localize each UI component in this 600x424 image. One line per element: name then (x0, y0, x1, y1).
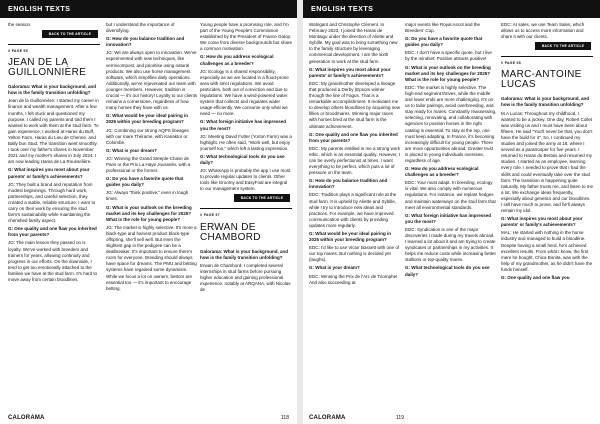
magazine-brand: CALORAMA (309, 415, 346, 421)
page-number: 118 (281, 415, 289, 421)
page-footer (303, 411, 600, 421)
section-header-label: ENGLISH TEXTS (8, 4, 71, 13)
section-header-label: ENGLISH TEXTS (311, 4, 374, 13)
question: G: What would be your ideal pairing in 2025 within your breeding program? (106, 113, 189, 125)
question: Galorama: What is your background, and how is the family transition unfolding? (8, 84, 97, 96)
answer: JG: Winning the Grand Steeple-Chase de Paris or the Prix La Haye Jousselin, with a professional or the former. (106, 155, 191, 174)
question: G: What inspires you most about your parents' or family's achievements? (8, 167, 90, 179)
section-header (303, 0, 600, 18)
question: G: What would be your ideal pairing in 2025 within your breeding program? (309, 231, 392, 243)
interviewee-name: JEAN DE LA GUILLONNIÈRE (8, 57, 87, 79)
question: G: What inspires you most about your parents' or family's achievements? (309, 66, 391, 78)
answer: MAL: He started with nothing in the horse industry and managed to build a bloodline. Despite having a small herd, he's achieved excellent results. From what I know, the first mare he bought, Chica Bonita, was with the help of my grandmother, as he didn't have the funds himself. (501, 230, 593, 272)
interviewee-name: ERWAN DE CHAMBORD (200, 221, 261, 243)
question: G: What is your dream? (309, 265, 360, 271)
answer: EDC: Tradition plays a significant role at the stud farm. It is upheld by Aliette and Sybille, while I try to introduce new ideas and practices. For example, we have improved communication with clients by providing updates more regularly. (309, 192, 397, 228)
question: G: What foreign initiative has impressed you the most? (405, 212, 492, 224)
back-to-article-button[interactable]: BACK TO THE ARTICLE (42, 30, 98, 38)
answer: Watrigant and Christophe Clément. In February 2023, I joined the Haras de Montaigu under the direction of Aliette and Sybille. My goal was to bring something new to the family structure by leveraging commercial development. I am the sixth generation to work at the stud farm. (309, 22, 398, 64)
answer: but I understand the importance of diversifying. (106, 22, 175, 34)
answer: Jean de la Guillonnière: I started my career in finance and wealth management. After a few months, I felt stuck and questioned my purpose. I called my parents and told them I wanted to work with them at the stud farm. To gain experience, I worked at Haras du Buff, Yelton Farm, Haras du Lieu de Chenne, and Bally bun Stud. The transition went smoothly. I took over my father's shares in November 2021 and my mother's shares in July 2024. I am now leading Haras de La Rousselière. (8, 98, 99, 165)
text-column-1 (8, 22, 100, 285)
answer: JG: WhatsApp is probably the app I use most to provide regular updates to clients. Other tools like Groomy and EasyFoal are integral to our management system. (200, 168, 291, 192)
question: G: Do you have a favorite quote that guides you daily? (405, 36, 483, 48)
section-header (0, 0, 297, 18)
question: G: How do you balance tradition and innovation? (106, 36, 185, 48)
answer: JG: We are always open to innovation. We've experimented with new techniques, like vermicompost, and prioritise using natural products. We also use horse management software, which simplifies daily operations. Additionally, we've rejuvenated our team with younger members. However, tradition is crucial — it's our history! Loyalty to our clients remains a cornerstone, regardless of how many horses they have with us. (106, 50, 198, 111)
answer: JG: Combining our strong AQPS lineages with our mare Thérame, with Kanaktor or Colombe. (106, 127, 189, 145)
answer: JG: Meeting David Futter (Yorton Farm) was a highlight. He often said, "Work well, but enjoy yourself too," which left a lasting impression. (200, 133, 292, 151)
text-column-5 (405, 22, 497, 280)
answer: EDC: The market is highly selective. The high-end segment thrives, while the middle and lower ends are more challenging. It's on us to tailor pairings, avoid overbreeding, and stay ready for mares. Constantly reassessing, selecting, renovating, and collaborating with agencies to position horses in the right catalog is essential. To stay at the top, one must keep adapting. In France, it's becoming increasingly difficult for young people. There are more opportunities abroad. Greater trust is placed in young individuals overseas, regardless of age. (405, 84, 497, 163)
question: G: Do you have a favorite quote that guides you daily? (106, 176, 184, 188)
page-reference: // PAGE 97 (200, 213, 220, 218)
answer: JG: Always "think positive," even in tough times. (106, 190, 189, 202)
answer: EDC: Your must adapt. In breeding, ecology is vital. We also comply with numerous regulations. For instance, we replant hedges and maintain waterways on the stud farm that meet all environmental standards. (405, 180, 496, 210)
question: Galorama: What is your background, and how is the family transition unfolding? (501, 96, 590, 108)
question: G: One quality and one flaw you inherited from your parents? (8, 226, 97, 238)
divider (8, 44, 100, 45)
question: G: How do you balance tradition and innovation? (309, 178, 388, 190)
page-reference: // PAGE 95 (8, 49, 28, 54)
divider (200, 208, 292, 209)
answer: JG: Ecology is a shared responsibility, especially as we are located in a flood-prone area with strict regulations. We avoid pesticides, both out of conviction and due to regulations. We have a wind-powered water system that collects and regulates water usage efficiently. We consume only what we need — no more. (200, 68, 289, 117)
question: G: What foreign initiative has impressed you the most? (200, 119, 287, 131)
answer: EDC: Winning the Prix de l'Arc de Triomphe! And also succeeding at (309, 273, 398, 285)
answer: EDC: I don't have a specific quote, but I live by the mindset: Positive attracts positive! (405, 50, 492, 62)
question: G: How do you address ecological challenges as a breeder? (200, 54, 274, 66)
answer: EDC: My grandmother developed a lineage that produced a Derby (Epsom winner through the line of Fagus. That is a remarkable accomplishment. It motivates me to develop others bloodlines by acquiring new fillies or broodmares. Winning major races with horses bred at the stud farm is the ultimate achievement. (309, 80, 401, 129)
page-reference: // PAGE 98 (501, 61, 521, 66)
answer: JG: They built a brand and reputation from modest beginnings. Through hard work, partnerships, and careful selection, they created a stable, reliable structure. I want to carry on their work by ensuring the stud farm's sustainability while maintaining the cherished family aspect. (8, 181, 96, 224)
question: G: What technological tools do you use daily? (200, 153, 285, 165)
page-footer (0, 411, 297, 421)
interviewee-name: MARC-ANTOINE LUCAS (501, 69, 582, 91)
answer: Erwan de Chambord: I completed several internships in stud farms before pursuing higher education and gaining professional experience, notably at ARQANA, with Nicolas de (200, 262, 291, 293)
answer: EDC: At sales, we use Team Sales, which allows us to access more information and share it with our clients. (501, 22, 585, 40)
text-column-4 (309, 22, 401, 288)
answer: major events like Royal Ascot and the Breeders' Cup. (405, 22, 481, 34)
question: G: How do you address ecological challenges as a breeder? (405, 166, 479, 178)
question: G: What is your outlook on the breeding market and its key challenges for 2025? What is the role for young people? (405, 64, 491, 82)
page-number: 119 (396, 415, 404, 421)
divider (501, 56, 593, 57)
question: G: What inspires you most about your parents' or family's achievements? (501, 216, 583, 228)
right-page (303, 0, 600, 424)
question: G: One quality and one flaw you (501, 275, 570, 280)
question: G: What is your dream? (106, 147, 157, 153)
question: Galorama: What is your background, and how is the family transition unfolding? (200, 248, 289, 260)
question: G: What is your outlook on the breeding market and its key challenges for 2025? What is the role for young people? (106, 204, 192, 222)
answer: Young people have a promising role, and I'm part of the Young People's Commission established by the President of France Galop. We come from diverse backgrounds but share a common motivation. (200, 22, 292, 52)
answer: M.A Lucas: Throughout my childhood, I wanted to be a jockey. One day, Robert Collet was visiting us and I must have been about fifteen. He said "You'll never be that, you don't have the build for it", So, I continued my studies and joined the army at 18, where I served as a paratrooper for five years. I returned to Haras du Berlais and resumed my studies. I started as an employee, learning every role. I needed to prove that I had the skills and could eventually take over the stud farm. The transition is happening quite naturally. My father trusts me, and listen to me a lot. We exchange ideas frequently, especially about genetics and our bloodlines. I still have much to prove, and he'll always remain my idol. (501, 110, 593, 214)
magazine-brand: CALORAMA (8, 415, 45, 421)
answer: EDC: I'd like to use Victor Bassett with one of our top mares. But nothing is decided yet (laughs). (309, 245, 400, 263)
continued-text: the season. (8, 22, 32, 27)
text-column-3 (200, 22, 292, 295)
text-column-6 (501, 22, 593, 283)
left-page (0, 0, 297, 424)
answer: EDC: Syndication is one of the major discoveries I made during my travels abroad. I learned a lot about it and am trying to create syndicates or partnerships in my activities. It helps me reduce costs while increasing better stallions or top-quality mares. (405, 226, 497, 263)
back-to-article-button[interactable]: BACK TO THE ARTICLE (535, 42, 591, 50)
answer: JG: The market is highly selective. It's more a black-type and harvest product black-type offspring, she'll sell well. But even the slightest gap in the pedigree can be a dealbreaker. It's important to ensure there's room for everyone. Breeding should always have space for dreams. The PMU and betting systems have regained some dynamism. While we focus a lot on owners, bettors are essential too — it's important to encourage betting. (106, 224, 197, 291)
back-to-article-button[interactable]: BACK TO THE ARTICLE (234, 194, 290, 202)
answer: EDC: My parents instilled in me a strong work ethic, which is an essential quality. However, I can be overly perfectionist at times. I want everything to be perfect, which puts a lot of pressure on the team. (309, 145, 401, 176)
answer: JG: The main lesson they passed on is loyalty. We've worked with breeders and trainers for years, allowing continuity and progress in our efforts. On the downside, I tend to get too emotionally attached to the families we have at the stud farm. It's hard to move away from certain bloodlines, (8, 240, 98, 282)
text-column-2 (106, 22, 198, 294)
question: G: One quality and one flaw you inherited from your parents? (309, 131, 398, 143)
question: G: What technological tools do you use daily? (405, 265, 490, 277)
